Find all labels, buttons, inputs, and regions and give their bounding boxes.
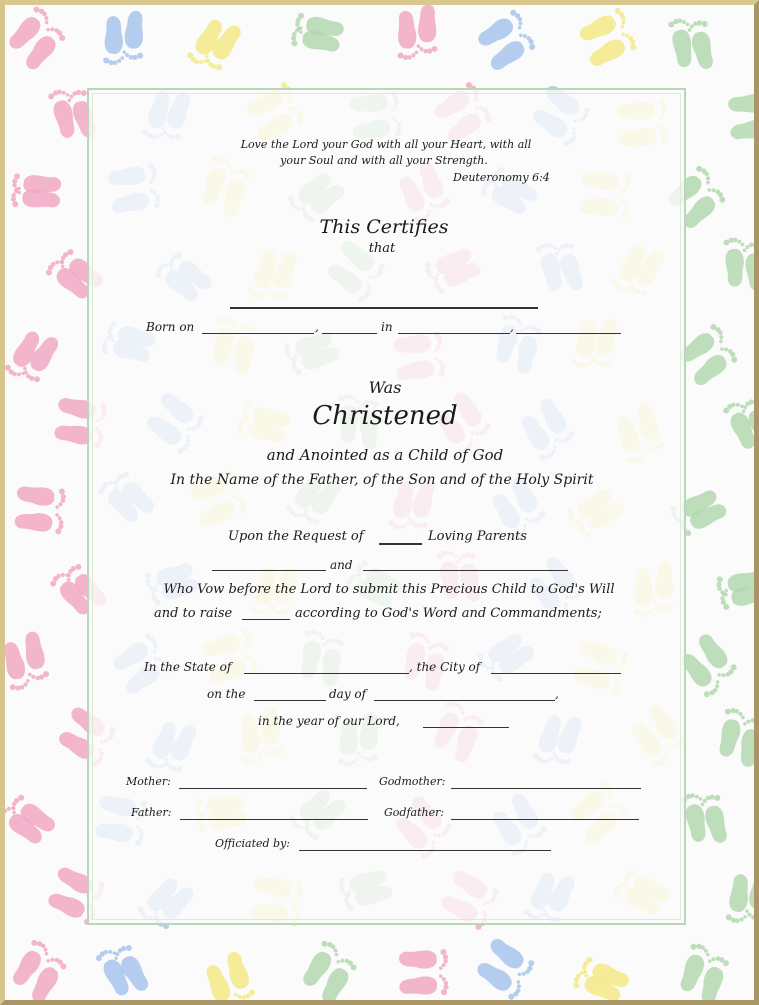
mother-label: Mother:	[126, 775, 171, 788]
footprint-icon	[103, 16, 126, 66]
born-on-label: Born on	[146, 320, 195, 334]
certificate-paper	[5, 5, 754, 1000]
footprint-icon	[397, 11, 419, 61]
godfather-line[interactable]	[451, 819, 639, 820]
footprint-icon	[723, 237, 747, 288]
footprint-icon	[14, 509, 65, 535]
trinity-text: In the Name of the Father, of the Son and of the Holy Spirit	[170, 472, 594, 488]
footprint-icon	[725, 873, 753, 925]
footprint-icon	[727, 91, 754, 117]
birth-state-line[interactable]	[516, 333, 621, 334]
in-label: in	[381, 320, 393, 334]
verse-line-1: Love the Lord your God with all your Heart, with all	[240, 138, 532, 151]
state-line[interactable]	[244, 673, 409, 674]
anointed-text: and Anointed as a Child of God	[266, 446, 504, 464]
certificate-panel	[87, 88, 686, 925]
request-text: Upon the Request of	[228, 529, 364, 544]
footprint-icon	[399, 949, 449, 971]
city-line[interactable]	[491, 673, 621, 674]
vow-line-2: according to God's Word and Commandments;	[295, 606, 602, 621]
footprint-icon	[416, 5, 438, 54]
christened-text: Christened	[312, 401, 458, 431]
birth-year-line[interactable]	[322, 333, 377, 334]
godmother-line[interactable]	[451, 788, 641, 789]
footprint-icon	[729, 116, 754, 142]
birth-date-line[interactable]	[202, 333, 314, 334]
raise-pronoun-line[interactable]	[242, 619, 290, 620]
state-label: In the State of	[144, 660, 232, 674]
comma-text: ,	[315, 320, 319, 334]
and-text: and	[330, 558, 353, 572]
father-label: Father:	[131, 806, 172, 819]
footprint-icon	[16, 484, 67, 510]
day-of-label: day of	[329, 687, 367, 701]
footprint-icon	[577, 6, 630, 47]
parent-two-line[interactable]	[363, 570, 568, 571]
officiated-label: Officiated by:	[215, 837, 290, 850]
day-line[interactable]	[254, 700, 326, 701]
footprint-icon	[122, 10, 145, 60]
godfather-label: Godfather:	[384, 806, 445, 819]
birth-place-line[interactable]	[398, 333, 510, 334]
parents-surname-line[interactable]	[379, 543, 422, 545]
comma-text: ,	[555, 687, 559, 701]
child-name-line[interactable]	[230, 307, 538, 309]
vow-line-1: Who Vow before the Lord to submit this Precious Child to God's Will	[163, 582, 615, 597]
certificate-heading: This Certifies	[319, 216, 449, 238]
that-text: that	[368, 241, 396, 256]
verse-reference: Deuteronomy 6:4	[453, 171, 550, 184]
mother-line[interactable]	[179, 788, 367, 789]
officiant-line[interactable]	[299, 850, 551, 851]
father-line[interactable]	[180, 819, 368, 820]
parent-one-line[interactable]	[212, 570, 326, 571]
godmother-label: Godmother:	[379, 775, 446, 788]
loving-parents-text: Loving Parents	[428, 529, 527, 544]
verse-line-2: your Soul and with all your Strength.	[280, 154, 488, 167]
footprint-icon	[721, 399, 754, 452]
footprint-icon	[399, 974, 449, 996]
footprint-icon	[742, 241, 754, 292]
comma-text: ,	[510, 320, 514, 334]
vow-raise-text: and to raise	[154, 606, 233, 621]
footprint-icon	[12, 173, 62, 196]
city-label: , the City of	[409, 660, 481, 674]
year-line[interactable]	[423, 727, 509, 728]
year-label: in the year of our Lord,	[258, 714, 400, 728]
was-text: Was	[368, 378, 402, 397]
on-the-label: on the	[207, 687, 246, 701]
month-line[interactable]	[374, 700, 555, 701]
